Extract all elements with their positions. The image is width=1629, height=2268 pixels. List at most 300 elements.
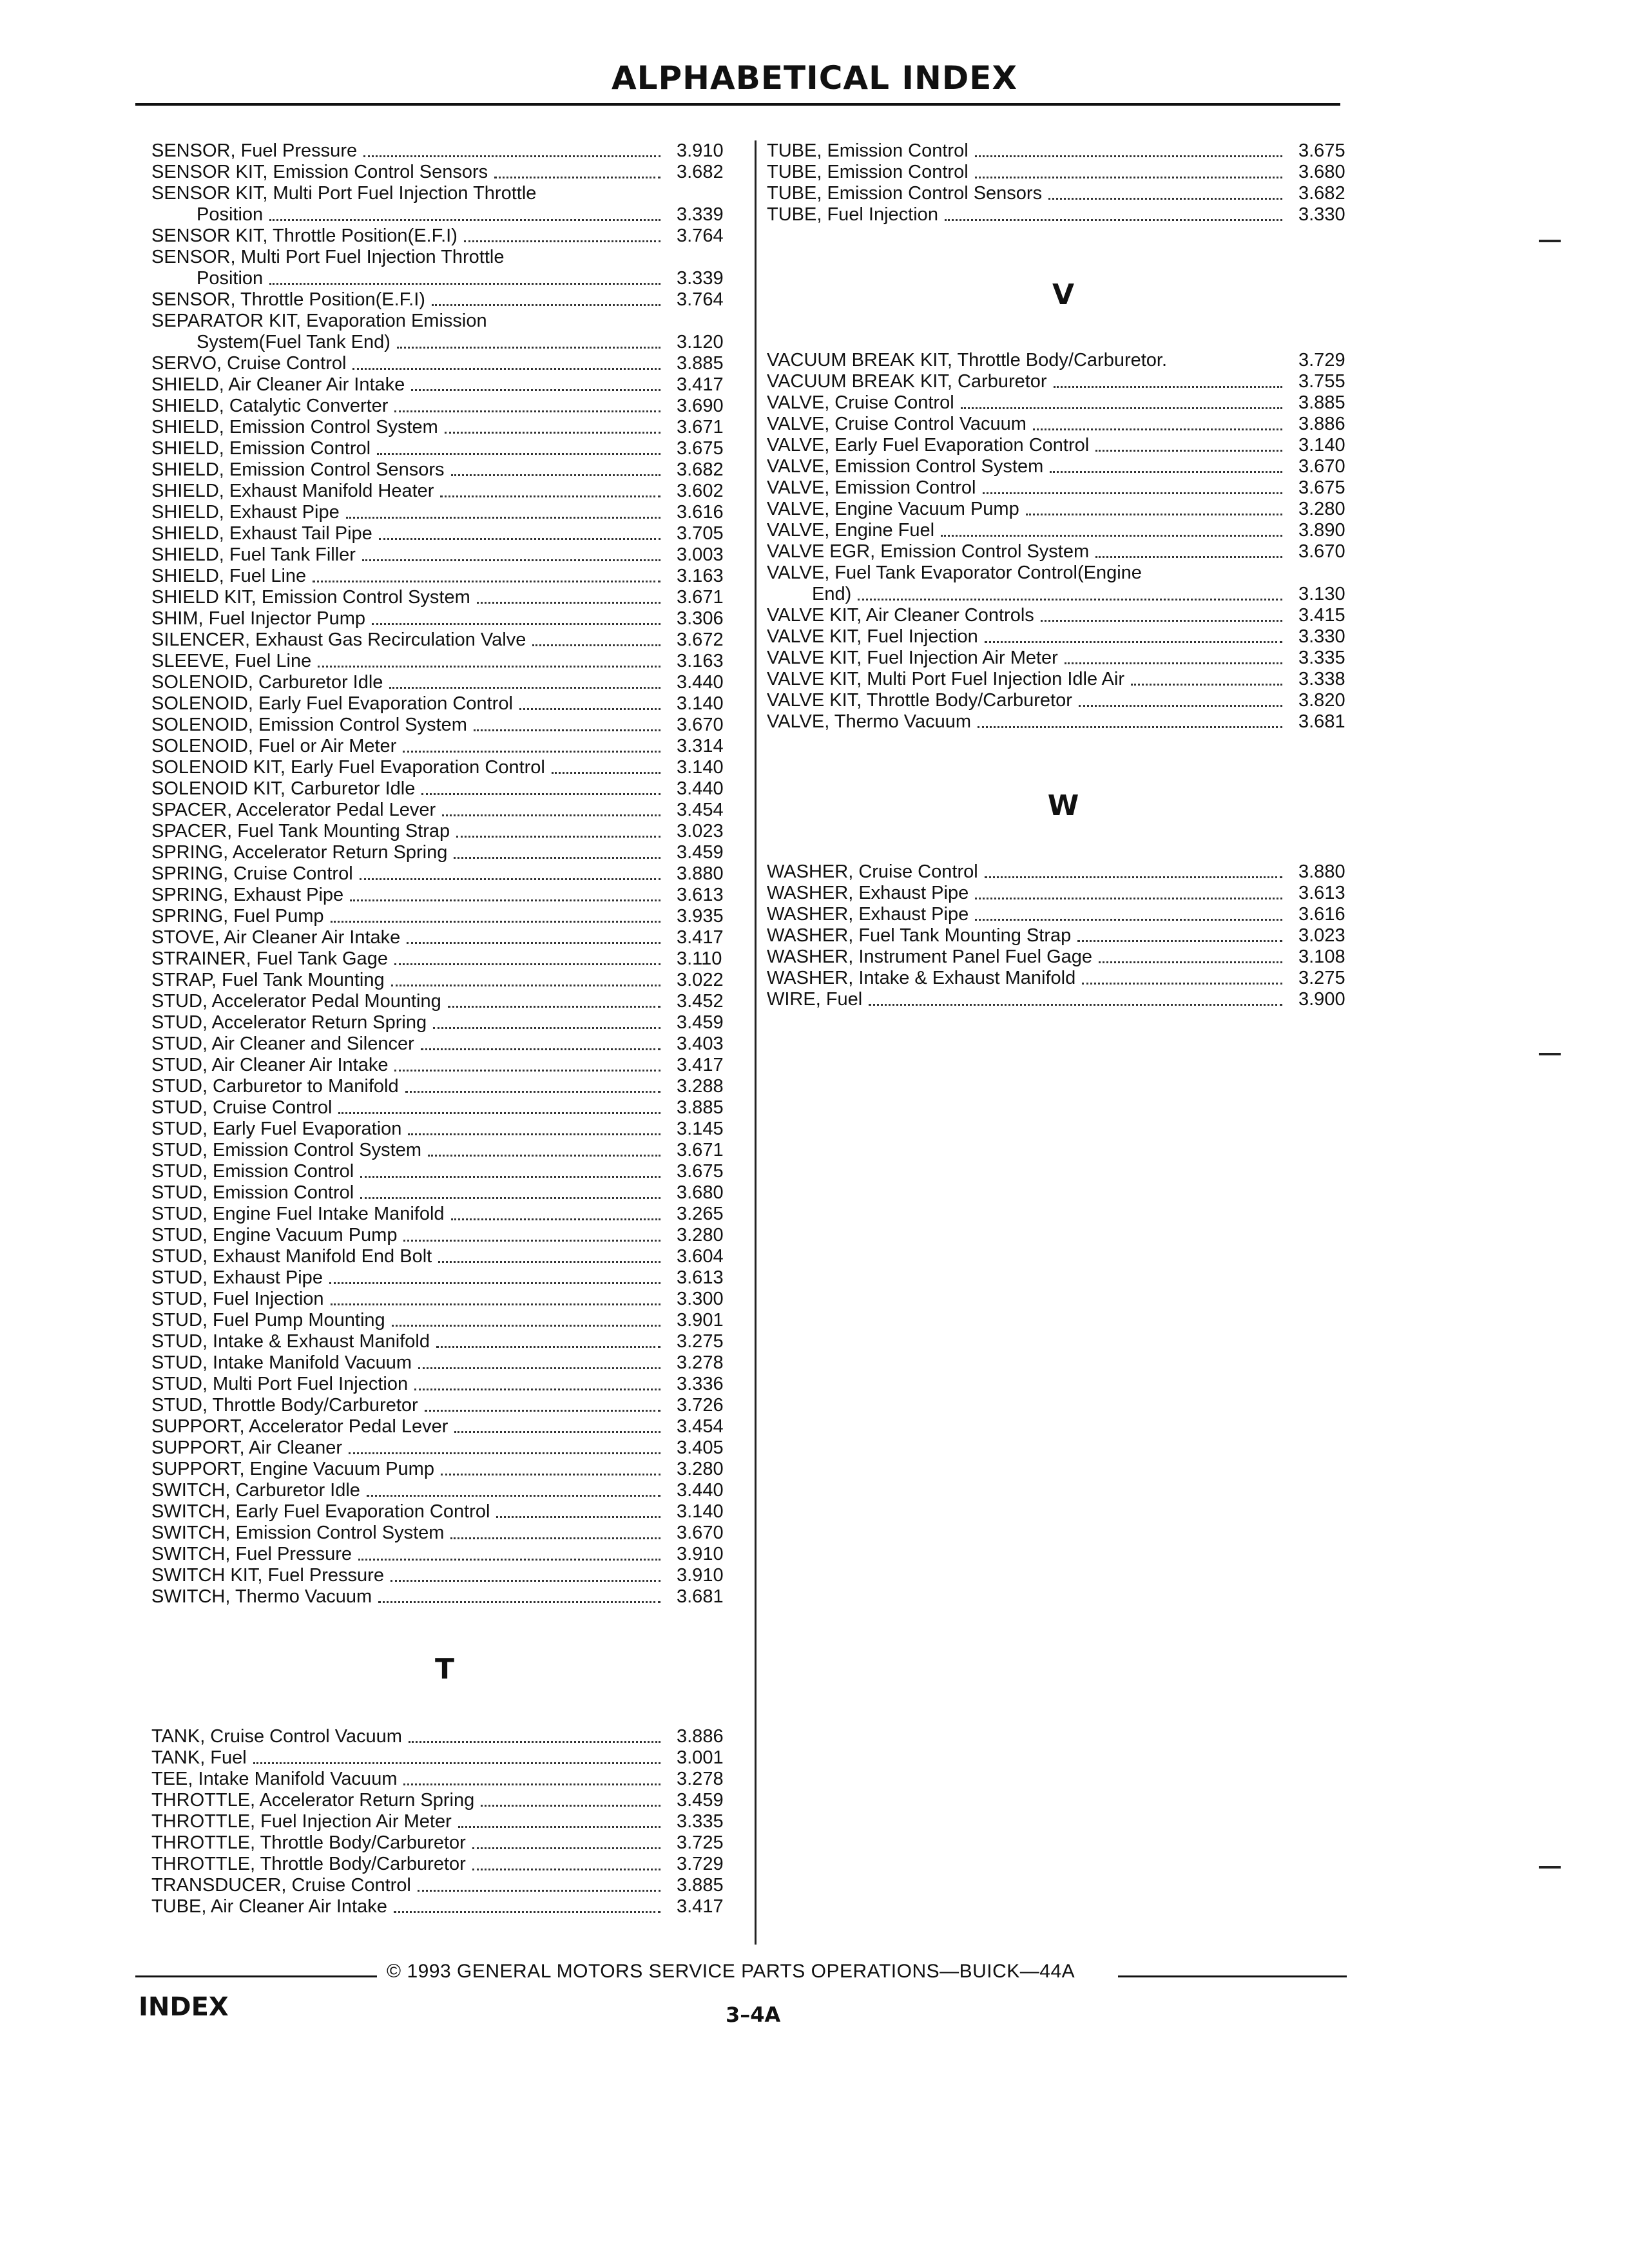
index-entry (151, 1501, 738, 1523)
index-entry (151, 1352, 738, 1374)
entry-page-number: 3.675 (1298, 477, 1345, 498)
index-entry (767, 435, 1360, 456)
dot-leader (961, 392, 1282, 409)
entry-page-number: 3.885 (677, 353, 724, 374)
dot-leader (313, 566, 660, 582)
entry-name: VALVE KIT, Multi Port Fuel Injection Idle Air (767, 669, 1124, 689)
entry-name: STUD, Emission Control (151, 1182, 354, 1203)
entry-page-number: 3.306 (677, 608, 724, 629)
dot-leader (432, 289, 660, 306)
dot-leader (269, 268, 660, 285)
entry-page-number: 3.452 (677, 991, 724, 1012)
entry-page-number: 3.820 (1298, 690, 1345, 711)
entry-page-number: 3.140 (1298, 435, 1345, 456)
index-entry (151, 332, 738, 353)
entry-name: TUBE, Emission Control (767, 140, 969, 161)
entry-page-number: 3.403 (677, 1033, 724, 1054)
entry-name: STUD, Exhaust Manifold End Bolt (151, 1246, 432, 1267)
dot-leader (392, 1310, 660, 1327)
entry-name: STUD, Air Cleaner and Silencer (151, 1033, 414, 1054)
dot-leader (421, 1033, 660, 1050)
dot-leader (436, 1331, 660, 1348)
entry-name: VALVE, Cruise Control (767, 392, 954, 413)
entry-name: STUD, Fuel Injection (151, 1289, 324, 1309)
entry-page-number: 3.671 (677, 417, 724, 437)
dot-leader (450, 1523, 660, 1539)
dot-leader (552, 757, 660, 774)
dot-leader (445, 417, 660, 434)
entry-page-number: 3.616 (677, 502, 724, 523)
index-entry (151, 948, 738, 970)
entry-name: SUPPORT, Accelerator Pedal Lever (151, 1416, 448, 1437)
dot-leader (1077, 925, 1282, 942)
index-entry (151, 1565, 738, 1586)
entry-name: SLEEVE, Fuel Line (151, 651, 312, 671)
entry-page-number: 3.729 (677, 1854, 724, 1874)
entry-name: SOLENOID, Emission Control System (151, 715, 467, 735)
entry-page-number: 3.671 (677, 1140, 724, 1160)
dot-leader (391, 970, 660, 986)
entry-name: STUD, Fuel Pump Mounting (151, 1310, 385, 1331)
dot-leader (318, 651, 660, 668)
index-entry (151, 1140, 738, 1161)
entry-page-number: 3.890 (1298, 520, 1345, 541)
entry-name: SENSOR KIT, Throttle Position(E.F.I) (151, 226, 458, 246)
entry-page-number: 3.405 (677, 1437, 724, 1458)
dot-leader (474, 715, 660, 731)
dot-leader (360, 863, 660, 880)
dot-leader (331, 1289, 660, 1305)
dot-leader (418, 1352, 660, 1369)
entry-name: SPRING, Exhaust Pipe (151, 885, 344, 905)
index-entry (151, 523, 738, 544)
dot-leader (405, 1076, 660, 1093)
entry-page-number: 3.314 (677, 736, 724, 756)
entry-page-number: 3.880 (1298, 861, 1345, 882)
dot-leader (519, 693, 660, 710)
page-title: ALPHABETICAL INDEX (611, 59, 1018, 97)
index-entry (151, 1395, 738, 1416)
entry-page-number: 3.417 (677, 1055, 724, 1075)
entry-page-number: 3.682 (677, 459, 724, 480)
entry-page-number: 3.130 (1298, 584, 1345, 604)
index-entry (767, 861, 1360, 883)
index-entry (151, 1161, 738, 1182)
entry-page-number: 3.613 (1298, 883, 1345, 903)
dot-leader (1050, 456, 1282, 473)
index-entry (767, 711, 1360, 733)
entry-page-number: 3.885 (677, 1097, 724, 1118)
entry-page-number: 3.459 (677, 842, 724, 863)
entry-name: SWITCH, Thermo Vacuum (151, 1586, 372, 1607)
entry-name: VALVE, Fuel Tank Evaporator Control(Engine (767, 562, 1142, 583)
index-entry (151, 1119, 738, 1140)
entry-name: STUD, Emission Control (151, 1161, 354, 1182)
entry-page-number: 3.682 (677, 162, 724, 182)
entry-page-number: 3.001 (677, 1747, 724, 1768)
entry-page-number: 3.140 (677, 757, 724, 778)
entry-page-number: 3.145 (677, 1119, 724, 1139)
dot-leader (403, 736, 660, 753)
dot-leader (329, 1267, 660, 1284)
index-entry (151, 204, 738, 226)
index-entry (767, 669, 1360, 690)
dot-leader (352, 353, 660, 370)
entry-page-number: 3.682 (1298, 183, 1345, 204)
entry-name: SWITCH, Emission Control System (151, 1523, 445, 1543)
entry-name: SHIELD, Fuel Line (151, 566, 307, 586)
entry-page-number: 3.440 (677, 778, 724, 799)
dot-leader (377, 438, 660, 455)
entry-page-number: 3.670 (677, 715, 724, 735)
entry-name: SPRING, Fuel Pump (151, 906, 324, 927)
entry-name: SOLENOID KIT, Carburetor Idle (151, 778, 416, 799)
dot-leader (362, 544, 660, 561)
index-entry (151, 1182, 738, 1204)
footer-rule-right (1118, 1975, 1347, 1977)
footer-copyright: © 1993 GENERAL MOTORS SERVICE PARTS OPERATIONS—BUICK—44A (387, 1961, 1075, 1982)
index-entry (151, 268, 738, 289)
dot-leader (1054, 371, 1282, 388)
dot-leader (397, 332, 660, 349)
entry-page-number: 3.163 (677, 651, 724, 671)
entry-page-number: 3.265 (677, 1204, 724, 1224)
index-entry (151, 140, 738, 162)
footer-page-number: 3–4A (726, 2003, 781, 2027)
entry-name: WASHER, Exhaust Pipe (767, 904, 969, 925)
entry-page-number: 3.335 (1298, 648, 1345, 668)
dot-leader (394, 396, 660, 412)
dot-leader (458, 1811, 660, 1828)
entry-page-number: 3.705 (677, 523, 724, 544)
index-entry (151, 821, 738, 842)
index-entry (151, 502, 738, 523)
entry-name: VALVE KIT, Throttle Body/Carburetor (767, 690, 1072, 711)
index-entry (151, 396, 738, 417)
dot-leader (1033, 414, 1282, 430)
dot-leader (985, 861, 1282, 878)
index-entry (767, 562, 1360, 584)
entry-name: VACUUM BREAK KIT, Carburetor (767, 371, 1047, 392)
entry-page-number: 3.120 (677, 332, 724, 352)
entry-page-number: 3.336 (677, 1374, 724, 1394)
entry-page-number: 3.885 (1298, 392, 1345, 413)
entry-page-number: 3.454 (677, 1416, 724, 1437)
footer-rule-left (135, 1975, 377, 1977)
entry-name: SHIELD, Exhaust Pipe (151, 502, 340, 523)
entry-name: SENSOR KIT, Multi Port Fuel Injection Throttle (151, 183, 537, 204)
index-entry (151, 1076, 738, 1097)
entry-page-number: 3.163 (677, 566, 724, 586)
index-entry (151, 1747, 738, 1769)
entry-page-number: 3.022 (677, 970, 724, 990)
entry-name: STUD, Engine Vacuum Pump (151, 1225, 398, 1245)
dot-leader (494, 162, 660, 178)
index-entry (767, 968, 1360, 989)
entry-name: WASHER, Fuel Tank Mounting Strap (767, 925, 1072, 946)
index-entry (151, 991, 738, 1012)
index-entry (767, 520, 1360, 541)
entry-name: VALVE, Early Fuel Evaporation Control (767, 435, 1090, 456)
index-entry (151, 842, 738, 863)
dot-leader (425, 1395, 660, 1412)
dot-leader (1099, 947, 1282, 963)
entry-page-number: 3.338 (1298, 669, 1345, 689)
dot-leader (464, 226, 660, 242)
dot-leader (418, 1875, 660, 1892)
margin-tick-mark (1539, 1866, 1561, 1869)
dot-leader (390, 1565, 660, 1582)
entry-page-number: 3.764 (677, 289, 724, 310)
dot-leader (941, 520, 1282, 537)
dot-leader (407, 927, 660, 944)
entry-page-number: 3.613 (677, 1267, 724, 1288)
index-entry (767, 392, 1360, 414)
entry-name: THROTTLE, Throttle Body/Carburetor (151, 1854, 466, 1874)
index-entry (151, 417, 738, 438)
dot-leader (389, 672, 660, 689)
footer-section-label: INDEX (139, 1992, 229, 2022)
index-entry (767, 456, 1360, 477)
entry-page-number: 3.335 (677, 1811, 724, 1832)
entry-page-number: 3.023 (1298, 925, 1345, 946)
entry-page-number: 3.680 (677, 1182, 724, 1203)
entry-name: SHIELD, Emission Control Sensors (151, 459, 445, 480)
dot-leader (253, 1747, 660, 1764)
entry-page-number: 3.275 (677, 1331, 724, 1352)
entry-name: VALVE KIT, Fuel Injection (767, 626, 978, 647)
entry-name: SOLENOID, Carburetor Idle (151, 672, 383, 693)
dot-leader (945, 204, 1282, 221)
entry-page-number: 3.140 (677, 693, 724, 714)
index-entry (151, 715, 738, 736)
dot-leader (331, 906, 660, 923)
index-entry (151, 863, 738, 885)
entry-name: SWITCH, Early Fuel Evaporation Control (151, 1501, 490, 1522)
entry-page-number: 3.417 (677, 374, 724, 395)
entry-name: SWITCH, Carburetor Idle (151, 1480, 360, 1501)
dot-leader (496, 1501, 660, 1518)
entry-page-number: 3.415 (1298, 605, 1345, 626)
entry-page-number: 3.278 (677, 1769, 724, 1789)
entry-name: WASHER, Instrument Panel Fuel Gage (767, 947, 1093, 967)
dot-leader (1095, 435, 1282, 452)
entry-page-number: 3.140 (677, 1501, 724, 1522)
index-entry (151, 1289, 738, 1310)
section-w-entries (767, 861, 1360, 1010)
entry-page-number: 3.725 (677, 1832, 724, 1853)
entry-page-number: 3.670 (677, 1523, 724, 1543)
entry-page-number: 3.003 (677, 544, 724, 565)
entry-page-number: 3.110 (677, 948, 722, 969)
index-entry (151, 1246, 738, 1267)
index-entry (767, 204, 1360, 226)
entry-page-number: 3.616 (1298, 904, 1345, 925)
entry-name: SHIELD, Emission Control System (151, 417, 438, 437)
index-entry (767, 648, 1360, 669)
index-entry (151, 226, 738, 247)
index-entry (151, 1033, 738, 1055)
dot-leader (394, 948, 660, 965)
entry-name: SENSOR KIT, Emission Control Sensors (151, 162, 488, 182)
index-entry (767, 350, 1360, 371)
entry-page-number: 3.681 (677, 1586, 724, 1607)
dot-leader (367, 1480, 660, 1497)
index-entry (151, 587, 738, 608)
entry-page-number: 3.275 (1298, 968, 1345, 988)
entry-name: SUPPORT, Engine Vacuum Pump (151, 1459, 434, 1479)
entry-page-number: 3.675 (677, 438, 724, 459)
entry-page-number: 3.108 (1298, 947, 1345, 967)
index-entry (151, 162, 738, 183)
entry-name: SHIELD, Air Cleaner Air Intake (151, 374, 405, 395)
entry-page-number: 3.670 (1298, 541, 1345, 562)
dot-leader (394, 1055, 660, 1072)
index-entry (151, 1437, 738, 1459)
index-entry (767, 541, 1360, 562)
entry-name: SOLENOID, Fuel or Air Meter (151, 736, 397, 756)
entry-name: STRAINER, Fuel Tank Gage (151, 948, 388, 969)
entry-page-number: 3.675 (1298, 140, 1345, 161)
entry-page-number: 3.755 (1298, 371, 1345, 392)
entry-name: TUBE, Emission Control (767, 162, 969, 182)
entry-page-number: 3.671 (677, 587, 724, 608)
index-entry (151, 1896, 738, 1917)
dot-leader (858, 584, 1282, 601)
entry-name: STUD, Intake & Exhaust Manifold (151, 1331, 430, 1352)
entry-name: SPRING, Accelerator Return Spring (151, 842, 448, 863)
dot-leader (1048, 183, 1282, 200)
index-entry (767, 499, 1360, 520)
entry-page-number: 3.454 (677, 800, 724, 820)
index-entry (151, 1055, 738, 1076)
dot-leader (378, 1586, 660, 1603)
entry-page-number: 3.459 (677, 1012, 724, 1033)
entry-name: End) (812, 584, 852, 604)
index-entry (151, 1854, 738, 1875)
entry-page-number: 3.280 (677, 1225, 724, 1245)
entry-name: STUD, Emission Control System (151, 1140, 421, 1160)
entry-name: SHIELD, Fuel Tank Filler (151, 544, 356, 565)
dot-leader (1041, 605, 1282, 622)
index-entry (151, 1374, 738, 1395)
entry-name: STUD, Air Cleaner Air Intake (151, 1055, 389, 1075)
entry-page-number: 3.288 (677, 1076, 724, 1097)
entry-name: SOLENOID KIT, Early Fuel Evaporation Control (151, 757, 545, 778)
dot-leader (454, 1416, 660, 1433)
entry-page-number: 3.330 (1298, 626, 1345, 647)
dot-leader (1079, 690, 1282, 707)
index-entry (151, 374, 738, 396)
entry-name: TRANSDUCER, Cruise Control (151, 1875, 411, 1896)
index-entry (151, 481, 738, 502)
entry-name: SHIELD, Exhaust Manifold Heater (151, 481, 434, 501)
index-entry (151, 1875, 738, 1896)
index-entry (151, 459, 738, 481)
index-entry (151, 438, 738, 459)
section-letter-v: V (1052, 278, 1075, 311)
entry-name: STUD, Multi Port Fuel Injection (151, 1374, 409, 1394)
dot-leader (441, 1459, 660, 1475)
entry-name: TANK, Fuel (151, 1747, 247, 1768)
entry-page-number: 3.440 (677, 672, 724, 693)
index-entry (151, 778, 738, 800)
index-entry (151, 1225, 738, 1246)
index-entry (767, 883, 1360, 904)
entry-page-number: 3.604 (677, 1246, 724, 1267)
index-entry (767, 584, 1360, 605)
entry-page-number: 3.602 (677, 481, 724, 501)
entry-page-number: 3.459 (677, 1790, 724, 1811)
entry-name: SPACER, Accelerator Pedal Lever (151, 800, 436, 820)
dot-leader (983, 477, 1282, 494)
entry-page-number: 3.680 (1298, 162, 1345, 182)
index-entry (151, 672, 738, 693)
entry-name: TUBE, Air Cleaner Air Intake (151, 1896, 387, 1917)
index-entry (151, 289, 738, 311)
dot-leader (346, 502, 660, 519)
entry-page-number: 3.935 (677, 906, 724, 927)
entry-name: THROTTLE, Accelerator Return Spring (151, 1790, 475, 1811)
dot-leader (360, 1161, 660, 1178)
index-entry (151, 885, 738, 906)
index-entry (151, 1416, 738, 1437)
index-entry (151, 311, 738, 332)
index-entry (767, 626, 1360, 648)
entry-page-number: 3.880 (677, 863, 724, 884)
entry-name: STUD, Accelerator Pedal Mounting (151, 991, 441, 1012)
index-entry (151, 183, 738, 204)
index-entry (767, 690, 1360, 711)
entry-name: STUD, Exhaust Pipe (151, 1267, 323, 1288)
column-divider (755, 140, 757, 1945)
index-entry (767, 371, 1360, 392)
entry-name: SOLENOID, Early Fuel Evaporation Control (151, 693, 513, 714)
entry-page-number: 3.886 (1298, 414, 1345, 434)
entry-page-number: 3.417 (677, 927, 724, 948)
index-entry (151, 1790, 738, 1811)
entry-name: TUBE, Emission Control Sensors (767, 183, 1043, 204)
entry-page-number: 3.278 (677, 1352, 724, 1373)
index-entry (151, 906, 738, 927)
index-entry (151, 353, 738, 374)
entry-name: SHIELD KIT, Emission Control System (151, 587, 470, 608)
entry-name: SHIELD, Emission Control (151, 438, 371, 459)
dot-leader (411, 374, 660, 391)
dot-leader (1065, 648, 1282, 664)
entry-page-number: 3.280 (677, 1459, 724, 1479)
dot-leader (379, 523, 660, 540)
entry-page-number: 3.417 (677, 1896, 724, 1917)
entry-name: VALVE, Emission Control (767, 477, 976, 498)
entry-name: SENSOR, Fuel Pressure (151, 140, 358, 161)
entry-name: SENSOR, Multi Port Fuel Injection Throttle (151, 247, 505, 267)
index-entry (151, 566, 738, 587)
entry-page-number: 3.729 (1298, 350, 1345, 370)
entry-name: SERVO, Cruise Control (151, 353, 347, 374)
entry-name: WIRE, Fuel (767, 989, 863, 1010)
dot-leader (349, 1437, 660, 1454)
dot-leader (363, 140, 660, 157)
entry-page-number: 3.023 (677, 821, 724, 841)
index-entry (151, 1331, 738, 1352)
entry-name: VALVE, Engine Fuel (767, 520, 935, 541)
entry-name: SPACER, Fuel Tank Mounting Strap (151, 821, 450, 841)
dot-leader (414, 1374, 660, 1390)
dot-leader (409, 1726, 660, 1743)
dot-leader (440, 481, 660, 497)
section-letter-w: W (1047, 789, 1079, 822)
